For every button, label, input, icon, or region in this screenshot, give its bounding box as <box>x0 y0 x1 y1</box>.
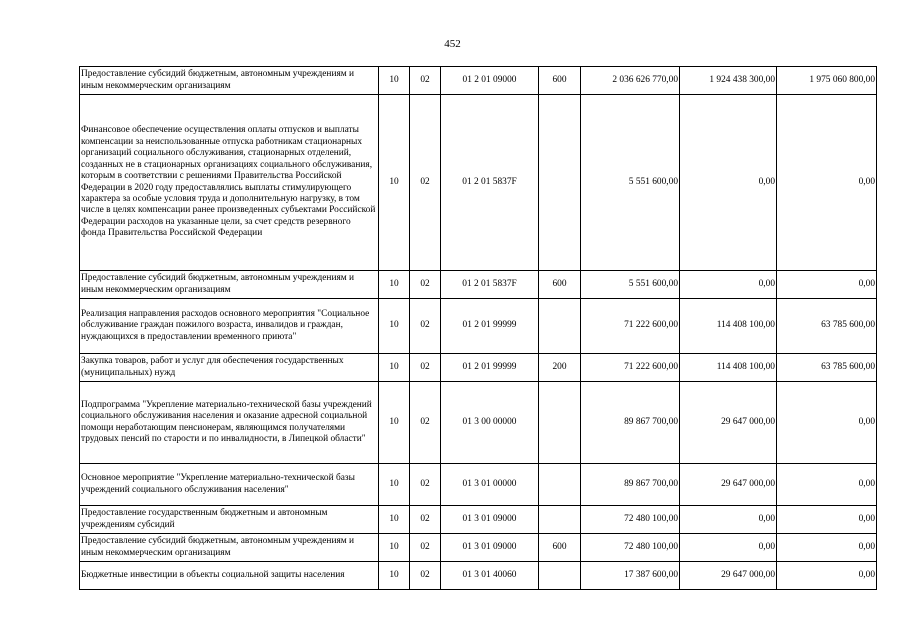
amount-year2-cell: 29 647 000,00 <box>680 464 777 506</box>
amount-year2-cell: 0,00 <box>680 534 777 562</box>
target-article-cell: 01 2 01 09000 <box>441 67 539 95</box>
section-code-cell: 10 <box>379 354 410 382</box>
table-row <box>80 95 877 271</box>
section-code-cell: 10 <box>379 95 410 271</box>
section-code-cell: 10 <box>379 562 410 590</box>
amount-year3-cell: 0,00 <box>777 382 877 464</box>
subsection-code-cell: 02 <box>410 382 441 464</box>
row-name-cell: Основное мероприятие "Укрепление материально-технической базы учреждений социального обслуживания населения" <box>80 464 379 506</box>
amount-year3-cell: 0,00 <box>777 506 877 534</box>
target-article-cell: 01 3 01 40060 <box>441 562 539 590</box>
amount-year3-cell: 0,00 <box>777 271 877 299</box>
budget-table <box>79 66 877 590</box>
target-article-cell: 01 2 01 5837F <box>441 95 539 271</box>
amount-year2-cell: 0,00 <box>680 95 777 271</box>
amount-year1-cell: 71 222 600,00 <box>581 354 680 382</box>
expense-type-cell <box>539 299 581 354</box>
target-article-cell: 01 3 01 00000 <box>441 464 539 506</box>
table-row <box>80 271 877 299</box>
subsection-code-cell: 02 <box>410 506 441 534</box>
subsection-code-cell: 02 <box>410 562 441 590</box>
row-name-cell: Предоставление государственным бюджетным и автономным учреждениям субсидий <box>80 506 379 534</box>
amount-year1-cell: 72 480 100,00 <box>581 534 680 562</box>
section-code-cell: 10 <box>379 67 410 95</box>
amount-year2-cell: 114 408 100,00 <box>680 299 777 354</box>
amount-year1-cell: 71 222 600,00 <box>581 299 680 354</box>
row-name-cell: Закупка товаров, работ и услуг для обеспечения государственных (муниципальных) нужд <box>80 354 379 382</box>
row-name-cell: Предоставление субсидий бюджетным, автономным учреждениям и иным некоммерческим организациям <box>80 271 379 299</box>
expense-type-cell: 600 <box>539 271 581 299</box>
expense-type-cell <box>539 562 581 590</box>
amount-year1-cell: 5 551 600,00 <box>581 95 680 271</box>
table-row <box>80 506 877 534</box>
amount-year1-cell: 89 867 700,00 <box>581 464 680 506</box>
amount-year2-cell: 114 408 100,00 <box>680 354 777 382</box>
amount-year2-cell: 29 647 000,00 <box>680 562 777 590</box>
subsection-code-cell: 02 <box>410 299 441 354</box>
section-code-cell: 10 <box>379 382 410 464</box>
amount-year3-cell: 0,00 <box>777 534 877 562</box>
table-row <box>80 562 877 590</box>
section-code-cell: 10 <box>379 464 410 506</box>
row-name-cell: Подпрограмма "Укрепление материально-технической базы учреждений социального обслуживания населения и оказание адресной социальной помощи неработающим пенсионерам, являющимся получателями трудовых пенсий по старости и по инвалидности, в Липецкой области" <box>80 382 379 464</box>
amount-year3-cell: 0,00 <box>777 464 877 506</box>
subsection-code-cell: 02 <box>410 464 441 506</box>
expense-type-cell: 200 <box>539 354 581 382</box>
subsection-code-cell: 02 <box>410 95 441 271</box>
expense-type-cell: 600 <box>539 67 581 95</box>
subsection-code-cell: 02 <box>410 354 441 382</box>
expense-type-cell <box>539 464 581 506</box>
target-article-cell: 01 3 00 00000 <box>441 382 539 464</box>
amount-year3-cell: 0,00 <box>777 95 877 271</box>
subsection-code-cell: 02 <box>410 271 441 299</box>
amount-year3-cell: 1 975 060 800,00 <box>777 67 877 95</box>
amount-year2-cell: 29 647 000,00 <box>680 382 777 464</box>
section-code-cell: 10 <box>379 534 410 562</box>
page-number: 452 <box>444 38 461 50</box>
table-row <box>80 382 877 464</box>
section-code-cell: 10 <box>379 299 410 354</box>
subsection-code-cell: 02 <box>410 67 441 95</box>
target-article-cell: 01 3 01 09000 <box>441 534 539 562</box>
row-name-cell: Предоставление субсидий бюджетным, автономным учреждениям и иным некоммерческим организациям <box>80 67 379 95</box>
amount-year1-cell: 2 036 626 770,00 <box>581 67 680 95</box>
amount-year1-cell: 72 480 100,00 <box>581 506 680 534</box>
amount-year3-cell: 0,00 <box>777 562 877 590</box>
table-row <box>80 354 877 382</box>
table-row <box>80 464 877 506</box>
table-row <box>80 299 877 354</box>
expense-type-cell: 600 <box>539 534 581 562</box>
row-name-cell: Бюджетные инвестиции в объекты социальной защиты населения <box>80 562 379 590</box>
target-article-cell: 01 2 01 5837F <box>441 271 539 299</box>
amount-year1-cell: 89 867 700,00 <box>581 382 680 464</box>
target-article-cell: 01 3 01 09000 <box>441 506 539 534</box>
row-name-cell: Финансовое обеспечение осуществления оплаты отпусков и выплаты компенсации за неиспользованные отпуска работникам стационарных организаций социального обслуживания, стационарных отделений, созданных не в стационарных организациях социального обслуживания, которым в соответствии с решениями Правительства Российской Федерации в 2020 году предоставлялись выплаты стимулирующего характера за особые условия труда и дополнительную нагрузку, в том числе в целях компенсации ранее произведенных субъектами Российской Федерации расходов на указанные цели, за счет средств резервного фонда Правительства Российской Федерации <box>80 95 379 271</box>
expense-type-cell <box>539 95 581 271</box>
amount-year1-cell: 17 387 600,00 <box>581 562 680 590</box>
amount-year3-cell: 63 785 600,00 <box>777 354 877 382</box>
amount-year2-cell: 0,00 <box>680 506 777 534</box>
target-article-cell: 01 2 01 99999 <box>441 299 539 354</box>
expense-type-cell <box>539 506 581 534</box>
table-row <box>80 534 877 562</box>
target-article-cell: 01 2 01 99999 <box>441 354 539 382</box>
amount-year2-cell: 0,00 <box>680 271 777 299</box>
expense-type-cell <box>539 382 581 464</box>
section-code-cell: 10 <box>379 271 410 299</box>
table-row <box>80 67 877 95</box>
section-code-cell: 10 <box>379 506 410 534</box>
amount-year3-cell: 63 785 600,00 <box>777 299 877 354</box>
subsection-code-cell: 02 <box>410 534 441 562</box>
row-name-cell: Реализация направления расходов основного мероприятия "Социальное обслуживание граждан пожилого возраста, инвалидов и граждан, нуждающихся в предоставлении временного приюта" <box>80 299 379 354</box>
row-name-cell: Предоставление субсидий бюджетным, автономным учреждениям и иным некоммерческим организациям <box>80 534 379 562</box>
amount-year2-cell: 1 924 438 300,00 <box>680 67 777 95</box>
amount-year1-cell: 5 551 600,00 <box>581 271 680 299</box>
